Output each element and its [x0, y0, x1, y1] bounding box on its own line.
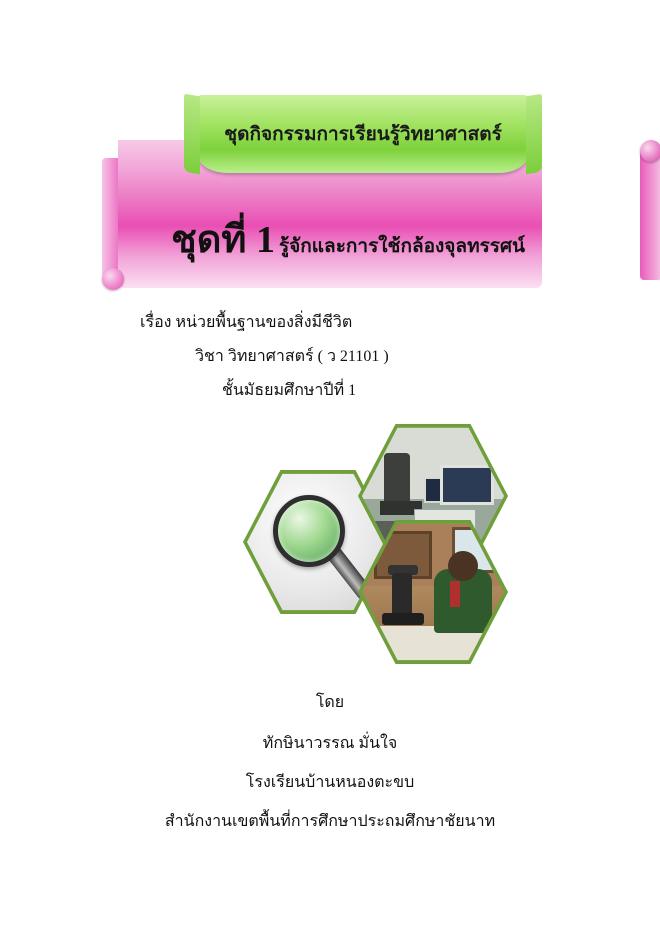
subject-line-course: วิชา วิทยาศาสตร์ ( ว 21101 ): [195, 348, 389, 365]
magnifier-lens-icon: [273, 495, 345, 567]
author-block: [0, 690, 660, 848]
author-school: โรงเรียนบ้านหนองตะขบ: [245, 774, 415, 791]
banner-body: [118, 124, 542, 288]
microscope-base-icon: [382, 613, 424, 625]
subject-line-grade: ชั้นมัธยมศึกษาปีที่ 1: [222, 382, 357, 399]
banner-fold-right-icon: [640, 140, 660, 162]
subject-info-block: [0, 310, 660, 412]
banner-fold-left-icon: [102, 268, 124, 290]
banner-ribbon-tail-right: [640, 150, 660, 280]
set-number-label: ชุดที่ 1: [170, 219, 275, 261]
cover-banner: [100, 124, 560, 290]
banner-green-plate: [198, 95, 528, 173]
student-tie: [450, 581, 460, 607]
cover-image-collage: [0, 425, 660, 650]
subject-line-topic: เรื่อง หน่วยพื้นฐานของสิ่งมีชีวิต: [140, 314, 353, 331]
banner-title: ชุดกิจกรรมการเรียนรู้วิทยาศาสตร์: [224, 124, 502, 145]
set-subtitle: รู้จักและการใช้กล้องจุลทรรศน์: [278, 236, 526, 257]
by-label: โดย: [315, 694, 345, 711]
student-using-microscope-photo: [358, 517, 508, 667]
student-head: [448, 551, 478, 581]
set-line: [118, 208, 578, 269]
author-name: ทักษินาวรรณ มั่นใจ: [262, 735, 398, 752]
author-office: สำนักงานเขตพื้นที่การศึกษาประถมศึกษาชัยนาท: [164, 813, 496, 830]
hex-image-area: [362, 521, 504, 663]
monitor-icon: [440, 465, 494, 505]
